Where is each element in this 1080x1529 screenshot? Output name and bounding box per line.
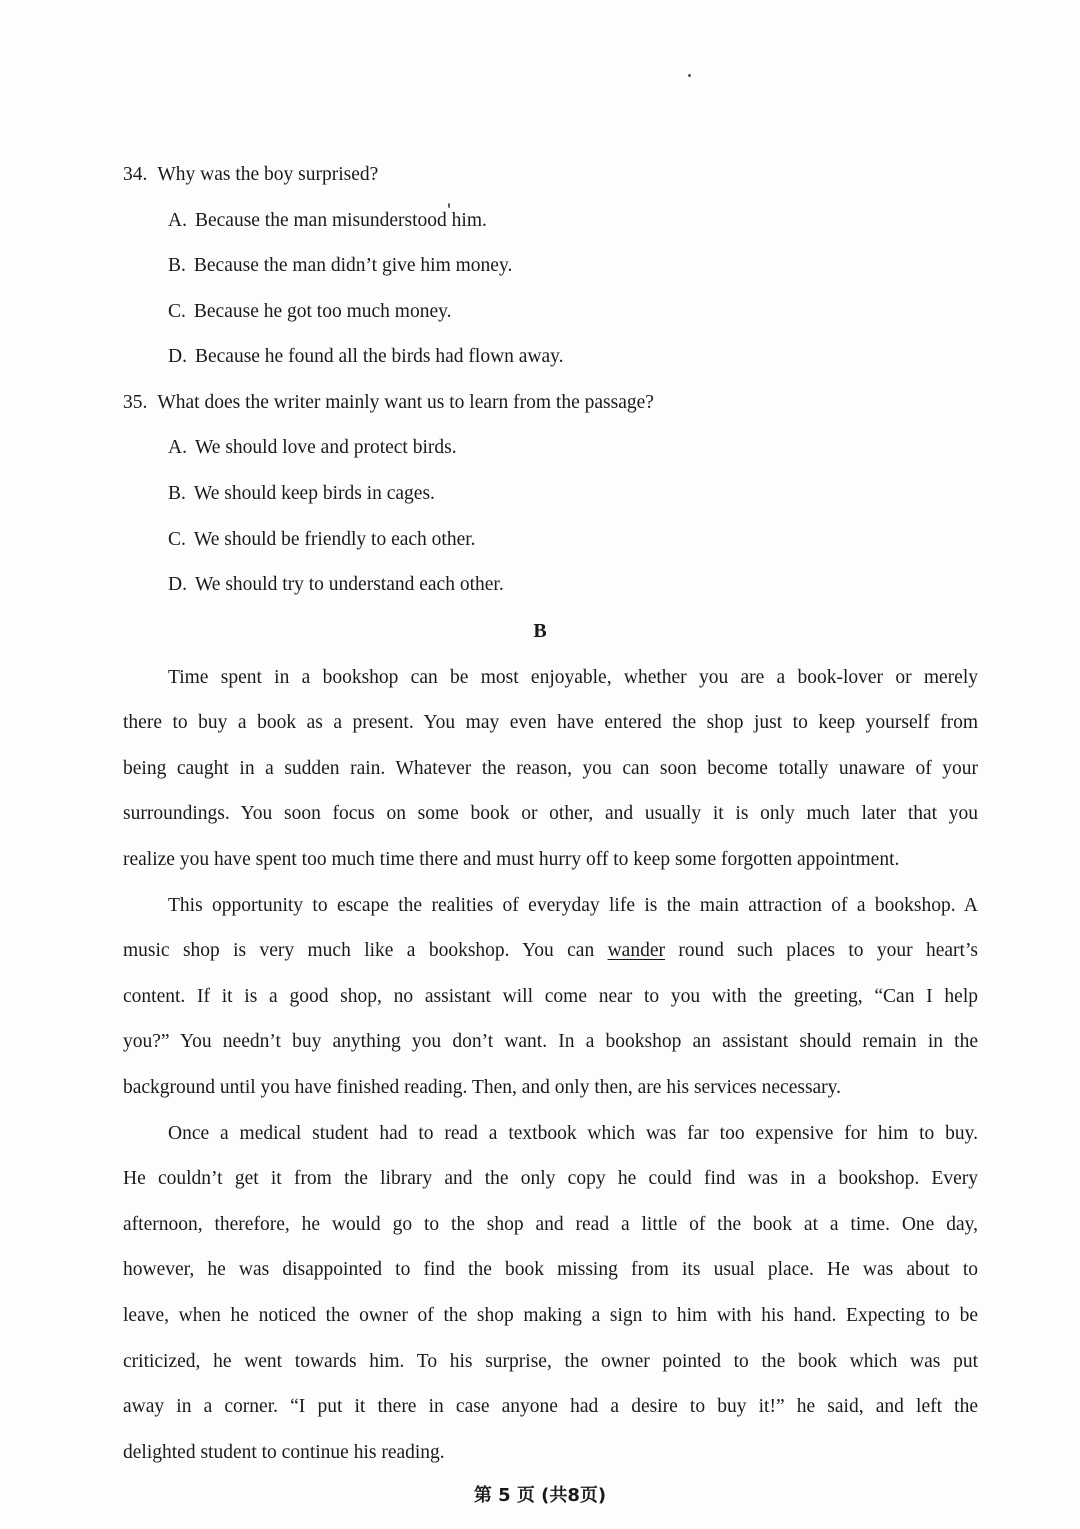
question-number: 34. <box>123 164 148 185</box>
option-letter: D. <box>168 346 187 367</box>
passage-line: Time spent in a bookshop can be most enjoyable, whether you are a book-lover or merely <box>168 667 978 688</box>
option-letter: B. <box>168 255 186 276</box>
option-35-a <box>168 436 457 460</box>
option-34-b <box>168 254 512 278</box>
passage-line: content. If it is a good shop, no assistant will come near to you with the greeting, “Can I help <box>123 986 978 1007</box>
passage-line: however, he was disappointed to find the book missing from its usual place. He was about to <box>123 1259 978 1280</box>
option-letter: A. <box>168 437 187 458</box>
section-label: B <box>533 620 547 642</box>
passage-line: realize you have spent too much time there and must hurry off to keep some forgotten appointment. <box>123 849 900 870</box>
option-text: We should be friendly to each other. <box>193 529 476 550</box>
option-text: We should love and protect birds. <box>194 437 457 458</box>
option-letter: C. <box>168 529 186 550</box>
option-text: Because the man didn’t give him money. <box>193 255 513 276</box>
option-34-d <box>168 345 564 369</box>
option-text: Because the man misunderstood him. <box>194 210 487 231</box>
option-text: Because he found all the birds had flown away. <box>194 346 564 367</box>
passage-line: delighted student to continue his reading. <box>123 1442 445 1463</box>
scan-speck <box>688 74 691 77</box>
passage-line-with-underline: music shop is very much like a bookshop. You can wander round such places to your heart’s <box>123 940 978 961</box>
page-footer: 第 5 页 (共8页) <box>473 1485 607 1506</box>
option-34-a <box>168 209 487 233</box>
passage-line: there to buy a book as a present. You may even have entered the shop just to keep yourself from <box>123 712 978 733</box>
option-34-c <box>168 300 451 324</box>
option-letter: A. <box>168 210 187 231</box>
question-34 <box>123 163 378 187</box>
option-35-c <box>168 528 476 552</box>
passage-line: background until you have finished reading. Then, and only then, are his services necessary. <box>123 1077 842 1098</box>
passage-line: criticized, he went towards him. To his surprise, the owner pointed to the book which was put <box>123 1351 978 1372</box>
scan-speck <box>448 203 450 208</box>
option-35-d <box>168 573 504 597</box>
passage-line: being caught in a sudden rain. Whatever the reason, you can soon become totally unaware of your <box>123 758 978 779</box>
passage-line: Once a medical student had to read a textbook which was far too expensive for him to buy. <box>168 1123 978 1144</box>
passage-line: you?” You needn’t buy anything you don’t want. In a bookshop an assistant should remain in the <box>123 1031 978 1052</box>
passage-line: surroundings. You soon focus on some book or other, and usually it is only much later that you <box>123 803 978 824</box>
passage-line: He couldn’t get it from the library and the only copy he could find was in a bookshop. Every <box>123 1168 978 1189</box>
passage-line: away in a corner. “I put it there in case anyone had a desire to buy it!” he said, and left the <box>123 1396 978 1417</box>
passage-line: This opportunity to escape the realities of everyday life is the main attraction of a bookshop. A <box>168 895 978 916</box>
question-number: 35. <box>123 392 148 413</box>
passage-line: leave, when he noticed the owner of the shop making a sign to him with his hand. Expecting to be <box>123 1305 978 1326</box>
option-letter: B. <box>168 483 186 504</box>
question-35 <box>123 391 654 415</box>
option-text: We should keep birds in cages. <box>193 483 435 504</box>
question-text: What does the writer mainly want us to learn from the passage? <box>157 392 654 413</box>
underlined-word: wander <box>607 940 665 961</box>
option-35-b <box>168 482 435 506</box>
option-text: We should try to understand each other. <box>194 574 504 595</box>
question-text: Why was the boy surprised? <box>157 164 379 185</box>
option-letter: C. <box>168 301 186 322</box>
option-letter: D. <box>168 574 187 595</box>
option-text: Because he got too much money. <box>193 301 452 322</box>
passage-line: afternoon, therefore, he would go to the shop and read a little of the book at a time. One day, <box>123 1214 978 1235</box>
